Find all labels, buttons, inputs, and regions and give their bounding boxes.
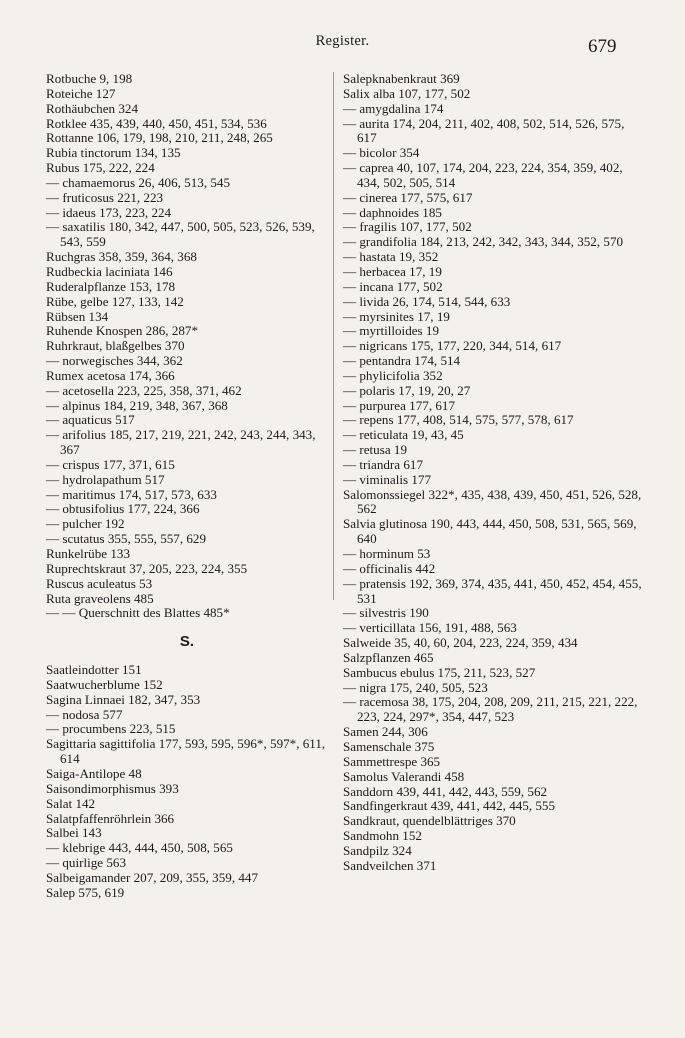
index-entry: Ruchgras 358, 359, 364, 368 <box>46 249 197 265</box>
index-entry: — fragilis 107, 177, 502 <box>343 219 472 235</box>
index-entry: — idaeus 173, 223, 224 <box>46 204 172 220</box>
index-entry: — procumbens 223, 515 <box>46 721 176 737</box>
index-entry: Ruscus aculeatus 53 <box>46 575 153 591</box>
index-entry: Sambucus ebulus 175, 211, 523, 527 <box>343 664 536 680</box>
index-entry: Sandkraut, quendelblättriges 370 <box>343 813 516 829</box>
index-entry: Rübsen 134 <box>46 308 109 324</box>
index-entry: Samenschale 375 <box>343 738 435 754</box>
index-entry: — nodosa 577 <box>46 706 123 722</box>
index-entry: Saisondimorphismus 393 <box>46 780 179 796</box>
index-entry: Saatwucherblume 152 <box>46 676 163 692</box>
index-entry: Rübe, gelbe 127, 133, 142 <box>46 293 184 309</box>
index-entry: — cinerea 177, 575, 617 <box>343 189 473 205</box>
index-entry: — norwegisches 344, 362 <box>46 353 183 369</box>
index-entry: Salomonssiegel 322*, 435, 438, 439, 450, 451, 526, 528, 562 <box>343 486 642 517</box>
index-entry: — quirlige 563 <box>46 855 127 871</box>
index-entry: Sagittaria sagittifolia 177, 593, 595, 596*, 597*, 611, 614 <box>46 736 326 767</box>
index-entry: Ruhende Knospen 286, 287* <box>46 323 199 339</box>
left-index-column <box>46 72 328 901</box>
index-entry: — nigra 175, 240, 505, 523 <box>343 679 488 695</box>
index-block-s <box>46 663 328 901</box>
index-entry: Rudbeckia laciniata 146 <box>46 263 173 279</box>
index-entry: Rottanne 106, 179, 198, 210, 211, 248, 265 <box>46 130 273 146</box>
index-entry: — pratensis 192, 369, 374, 435, 441, 450, 452, 454, 455, 531 <box>343 575 642 606</box>
index-entry: Rothäubchen 324 <box>46 100 139 116</box>
index-entry: — silvestris 190 <box>343 605 429 621</box>
index-entry: — officinalis 442 <box>343 560 436 576</box>
index-entry: — herbacea 17, 19 <box>343 263 442 279</box>
index-entry: Salep 575, 619 <box>46 884 125 900</box>
section-letter-heading: S. <box>179 633 195 651</box>
index-entry: — bicolor 354 <box>343 145 420 161</box>
running-header: Register. <box>315 33 370 49</box>
index-entry: Sandmohn 152 <box>343 828 422 844</box>
index-entry: Rotbuche 9, 198 <box>46 71 133 86</box>
index-entry: Salix alba 107, 177, 502 <box>343 85 471 101</box>
index-block-s-continued <box>343 72 643 874</box>
index-entry: — polaris 17, 19, 20, 27 <box>343 382 471 398</box>
index-entry: Ruhrkraut, blaßgelbes 370 <box>46 338 185 354</box>
index-entry: — nigricans 175, 177, 220, 344, 514, 617 <box>343 338 562 354</box>
index-entry: — caprea 40, 107, 174, 204, 223, 224, 354, 359, 402, 434, 502, 505, 514 <box>343 160 623 190</box>
index-entry: — obtusifolius 177, 224, 366 <box>46 501 200 517</box>
index-entry: — myrsinites 17, 19 <box>343 308 450 324</box>
index-entry: Sandpilz 324 <box>343 842 412 858</box>
index-entry: — aurita 174, 204, 211, 402, 408, 502, 514, 526, 575, 617 <box>343 115 625 146</box>
index-entry: — alpinus 184, 219, 348, 367, 368 <box>46 397 228 413</box>
index-entry: Sandfingerkraut 439, 441, 442, 445, 555 <box>343 798 556 814</box>
page-number: 679 <box>588 36 617 57</box>
index-entry: Ruta graveolens 485 <box>46 590 154 606</box>
index-entry: Sagina Linnaei 182, 347, 353 <box>46 691 201 707</box>
index-entry: — amygdalina 174 <box>343 100 444 116</box>
index-entry: — verticillata 156, 191, 488, 563 <box>343 620 517 636</box>
index-entry: — aquaticus 517 <box>46 412 135 428</box>
index-entry: — pentandra 174, 514 <box>343 353 461 369</box>
index-entry: — scutatus 355, 555, 557, 629 <box>46 531 207 547</box>
index-entry: Samolus Valerandi 458 <box>343 768 465 784</box>
index-entry: Rubia tinctorum 134, 135 <box>46 145 181 161</box>
index-entry: — myrtilloides 19 <box>343 323 440 339</box>
index-entry: — livida 26, 174, 514, 544, 633 <box>343 293 511 309</box>
index-entry: — acetosella 223, 225, 358, 371, 462 <box>46 382 242 398</box>
index-entry: Salvia glutinosa 190, 443, 444, 450, 508, 531, 565, 569, 640 <box>343 516 637 547</box>
index-entry: Rotklee 435, 439, 440, 450, 451, 534, 536 <box>46 115 267 131</box>
index-entry: — arifolius 185, 217, 219, 221, 242, 243, 244, 343, 367 <box>46 427 316 458</box>
index-entry: — purpurea 177, 617 <box>343 397 456 413</box>
index-entry: — daphnoides 185 <box>343 204 442 220</box>
index-entry: — fruticosus 221, 223 <box>46 189 164 205</box>
index-entry: Samen 244, 306 <box>343 724 428 740</box>
index-entry: — triandra 617 <box>343 456 423 472</box>
index-entry: Roteiche 127 <box>46 85 116 101</box>
index-entry: — saxatilis 180, 342, 447, 500, 505, 523, 526, 539, 543, 559 <box>46 219 315 250</box>
index-entry: — crispus 177, 371, 615 <box>46 456 175 472</box>
index-entry: Salat 142 <box>46 795 96 811</box>
index-entry: Sanddorn 439, 441, 442, 443, 559, 562 <box>343 783 548 799</box>
column-divider <box>333 72 334 600</box>
index-entry: — phylicifolia 352 <box>343 367 443 383</box>
index-entry: — chamaemorus 26, 406, 513, 545 <box>46 174 231 190</box>
index-block-r <box>46 72 328 621</box>
index-entry: — repens 177, 408, 514, 575, 577, 578, 617 <box>343 412 574 428</box>
index-entry: — racemosa 38, 175, 204, 208, 209, 211, 215, 221, 222, 223, 224, 297*, 354, 447, 523 <box>343 694 638 725</box>
index-entry: — retusa 19 <box>343 442 407 458</box>
index-entry: Ruprechtskraut 37, 205, 223, 224, 355 <box>46 560 248 576</box>
index-entry: — reticulata 19, 43, 45 <box>343 427 464 443</box>
index-entry: — grandifolia 184, 213, 242, 342, 343, 344, 352, 570 <box>343 234 624 250</box>
index-entry: — horminum 53 <box>343 546 431 561</box>
index-entry: Salatpfaffenröhrlein 366 <box>46 810 175 826</box>
index-entry: — pulcher 192 <box>46 516 125 532</box>
index-entry: Saiga-Antilope 48 <box>46 765 142 781</box>
index-entry: Salweide 35, 40, 60, 204, 223, 224, 359, 434 <box>343 635 578 651</box>
index-entry: Salzpflanzen 465 <box>343 649 434 665</box>
right-index-column <box>343 72 643 874</box>
index-entry: — klebrige 443, 444, 450, 508, 565 <box>46 840 233 856</box>
index-entry: — maritimus 174, 517, 573, 633 <box>46 486 217 502</box>
index-entry: — — Querschnitt des Blattes 485* <box>46 605 230 621</box>
index-entry: Rubus 175, 222, 224 <box>46 160 155 176</box>
index-entry: — viminalis 177 <box>343 471 432 487</box>
index-entry: Salepknabenkraut 369 <box>343 71 460 86</box>
index-entry: Saatleindotter 151 <box>46 662 142 678</box>
index-entry: Salbei 143 <box>46 825 102 841</box>
index-entry: — incana 177, 502 <box>343 278 443 294</box>
index-entry: — hastata 19, 352 <box>343 249 439 265</box>
index-entry: Ruderalpflanze 153, 178 <box>46 278 176 294</box>
index-entry: Salbeigamander 207, 209, 355, 359, 447 <box>46 869 259 885</box>
index-entry: — hydrolapathum 517 <box>46 471 165 487</box>
index-entry: Sandveilchen 371 <box>343 857 437 873</box>
index-entry: Runkelrübe 133 <box>46 546 131 561</box>
index-entry: Sammettrespe 365 <box>343 753 441 769</box>
index-entry: Rumex acetosa 174, 366 <box>46 367 175 383</box>
